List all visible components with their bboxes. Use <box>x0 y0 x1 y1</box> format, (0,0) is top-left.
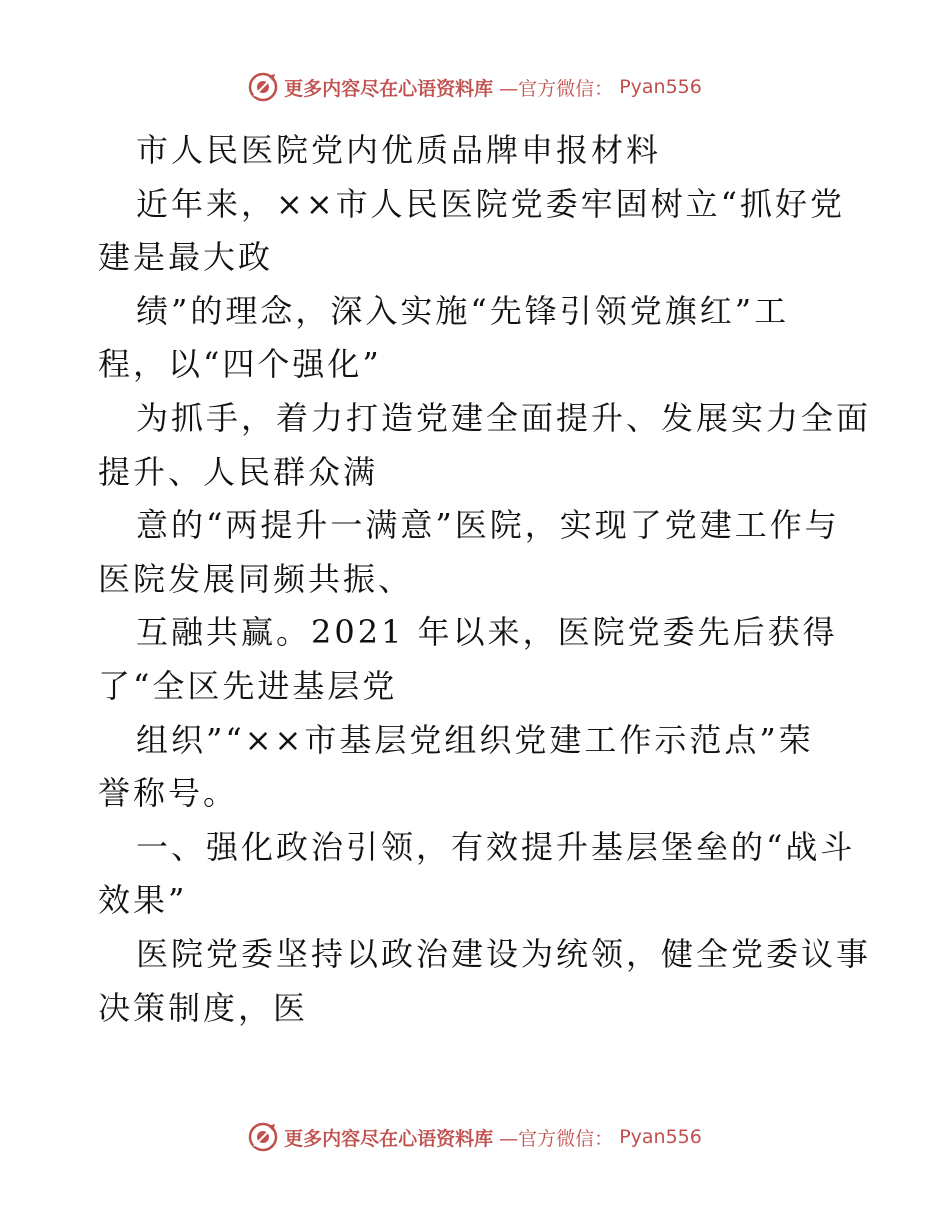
text-line: 了“全区先进基层党 <box>98 666 398 705</box>
seal-logo-icon <box>248 72 278 102</box>
text-line: 提升、人民群众满 <box>98 452 379 491</box>
text-line: 意的“两提升一满意”医院，实现了党建工作与 <box>136 506 840 545</box>
text-line: 医院发展同频共振、 <box>98 559 414 598</box>
text-line: 决策制度，医 <box>98 988 309 1027</box>
text-line: 市人民医院党内优质品牌申报材料 <box>136 131 662 169</box>
text-line: 医院党委坚持以政治建设为统领，健全党委议事 <box>136 934 872 973</box>
watermark-id: Pyan556 <box>619 76 702 98</box>
watermark-site: 更多内容尽在心语资料库 <box>284 77 494 100</box>
text-line: 建是最大政 <box>98 238 274 277</box>
text-line: 近年来，××市人民医院党委牢固树立“抓好党 <box>136 184 845 223</box>
watermark-official: —官方微信： <box>499 77 614 100</box>
text-line: 为抓手，着力打造党建全面提升、发展实力全面 <box>136 398 872 437</box>
seal-logo-icon <box>248 1122 278 1152</box>
text-line: 一、强化政治引领，有效提升基层堡垒的“战斗 <box>136 827 856 866</box>
header-watermark <box>0 72 950 102</box>
text-line: 程，以“四个强化” <box>98 345 382 384</box>
document-body <box>98 124 872 1035</box>
text-line: 效果” <box>98 881 188 920</box>
text-line: 绩”的理念，深入实施“先锋引领党旗红”工 <box>136 291 790 330</box>
text-line: 互融共赢。2021 年以来，医院党委先后获得 <box>136 613 838 652</box>
footer-watermark <box>0 1122 950 1152</box>
watermark-id: Pyan556 <box>619 1126 702 1148</box>
text-line: 组织”“××市基层党组织党建工作示范点”荣 <box>136 720 814 759</box>
text-line: 誉称号。 <box>98 774 239 813</box>
watermark-official: —官方微信： <box>499 1127 614 1150</box>
watermark-site: 更多内容尽在心语资料库 <box>284 1127 494 1150</box>
